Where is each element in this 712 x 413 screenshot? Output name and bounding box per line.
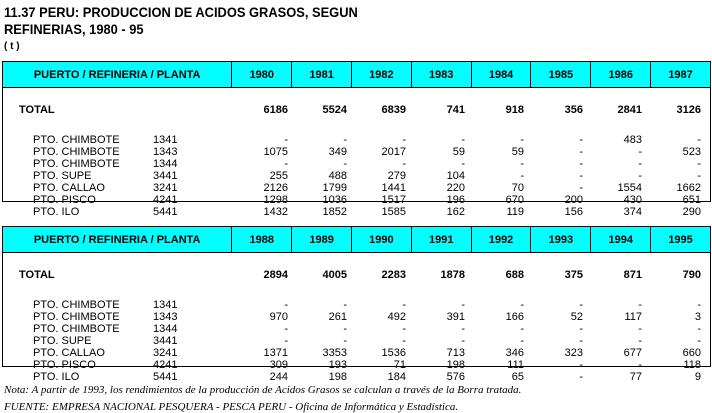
- plant-code: 5441: [153, 371, 178, 383]
- plant-code: 3241: [153, 347, 178, 359]
- cell-value: -: [402, 134, 406, 146]
- cell-value: 1554: [617, 182, 642, 194]
- plant-code: 5441: [153, 206, 178, 218]
- cell-value: -: [638, 299, 642, 311]
- table-row: [3, 158, 710, 170]
- total-value: 2841: [617, 104, 642, 116]
- cell-value: 309: [269, 359, 288, 371]
- cell-value: -: [461, 134, 465, 146]
- cell-value: 59: [452, 146, 465, 158]
- cell-value: 156: [564, 206, 583, 218]
- plant-name: PTO. ILO: [33, 371, 80, 383]
- year-header: 1986: [590, 62, 650, 87]
- cell-value: -: [343, 158, 347, 170]
- cell-value: 670: [505, 194, 524, 206]
- table-row: [3, 194, 710, 206]
- cell-value: 244: [269, 371, 288, 383]
- cell-value: 52: [570, 311, 583, 323]
- plant-name: PTO. CALLAO: [33, 182, 105, 194]
- note: Nota: A partir de 1993, los rendimientos de la producción de Acidos Grasos se calculan a través de la Borra tratada.: [4, 384, 522, 396]
- cell-value: 1536: [381, 347, 406, 359]
- plant-name: PTO. ILO: [33, 206, 80, 218]
- cell-value: 1852: [322, 206, 347, 218]
- section-1980-1987: [2, 61, 711, 218]
- cell-value: 1799: [322, 182, 347, 194]
- cell-value: 196: [446, 194, 465, 206]
- cell-value: 1585: [381, 206, 406, 218]
- cell-value: 677: [623, 347, 642, 359]
- cell-value: 1662: [676, 182, 701, 194]
- plant-code: 4241: [153, 194, 178, 206]
- cell-value: 576: [446, 371, 465, 383]
- table-row: [3, 311, 710, 323]
- table-row: [3, 347, 710, 359]
- header-row: [3, 226, 710, 253]
- cell-value: 111: [507, 359, 524, 371]
- cell-value: 104: [446, 170, 465, 182]
- cell-value: -: [343, 134, 347, 146]
- year-header: 1980: [231, 62, 291, 87]
- plant-name: PTO. CHIMBOTE: [33, 158, 120, 170]
- table-title: [4, 4, 358, 38]
- cell-value: 3353: [322, 347, 347, 359]
- cell-value: 323: [564, 347, 583, 359]
- total-value: 356: [564, 104, 583, 116]
- cell-value: 1036: [322, 194, 347, 206]
- total-value: 741: [446, 104, 465, 116]
- cell-value: 970: [269, 311, 288, 323]
- total-label: TOTAL: [19, 269, 55, 281]
- cell-value: -: [579, 335, 583, 347]
- spacer: [3, 117, 710, 134]
- total-value: 3126: [676, 104, 701, 116]
- cell-value: 2126: [263, 182, 288, 194]
- plant-name: PTO. CHIMBOTE: [33, 323, 120, 335]
- cell-value: 220: [446, 182, 465, 194]
- total-value: 1878: [440, 269, 465, 281]
- plant-name: PTO. PISCO: [33, 194, 96, 206]
- cell-value: -: [402, 158, 406, 170]
- total-value: 790: [682, 269, 701, 281]
- table-row: [3, 182, 710, 194]
- cell-value: 492: [387, 311, 406, 323]
- total-value: 2283: [381, 269, 406, 281]
- cell-value: -: [579, 134, 583, 146]
- cell-value: -: [697, 134, 701, 146]
- code-cell: [153, 103, 232, 117]
- cell-value: -: [638, 170, 642, 182]
- year-header: 1985: [530, 62, 590, 87]
- cell-value: 261: [328, 311, 347, 323]
- cell-value: 430: [623, 194, 642, 206]
- cell-value: -: [461, 335, 465, 347]
- title-line-1: 11.37 PERU: PRODUCCION DE ACIDOS GRASOS, SEGUN: [4, 4, 358, 20]
- table-body: [3, 88, 710, 218]
- code-cell: [153, 268, 232, 282]
- year-header: 1984: [471, 62, 531, 87]
- cell-value: -: [520, 170, 524, 182]
- cell-value: 488: [328, 170, 347, 182]
- cell-value: -: [638, 146, 642, 158]
- cell-value: -: [520, 158, 524, 170]
- total-value: 688: [505, 269, 524, 281]
- source: FUENTE: EMPRESA NACIONAL PESQUERA - PESCA PERU - Oficina de Informática y Estadística.: [4, 401, 459, 413]
- total-value: 4005: [322, 269, 347, 281]
- year-header: 1982: [351, 62, 411, 87]
- year-header: 1992: [471, 227, 531, 252]
- plant-name: PTO. CHIMBOTE: [33, 299, 120, 311]
- cell-value: 1517: [381, 194, 406, 206]
- cell-value: -: [461, 158, 465, 170]
- plant-code: 3241: [153, 182, 178, 194]
- cell-value: 713: [446, 347, 465, 359]
- column-header: PUERTO / REFINERIA / PLANTA: [33, 68, 201, 81]
- cell-value: -: [579, 323, 583, 335]
- spacer: [3, 282, 710, 299]
- cell-value: 59: [511, 146, 524, 158]
- table-row: [3, 170, 710, 182]
- cell-value: -: [343, 323, 347, 335]
- total-row: [3, 103, 710, 117]
- cell-value: -: [461, 299, 465, 311]
- cell-value: -: [697, 158, 701, 170]
- plant-code: 3441: [153, 170, 178, 182]
- cell-value: -: [520, 323, 524, 335]
- plant-code: 1344: [153, 323, 178, 335]
- year-header: 1987: [650, 62, 710, 87]
- table-row: [3, 146, 710, 158]
- cell-value: -: [461, 323, 465, 335]
- cell-value: 290: [682, 206, 701, 218]
- table-row: [3, 335, 710, 347]
- cell-value: 523: [682, 146, 701, 158]
- cell-value: 3: [694, 311, 701, 323]
- plant-name: PTO. CHIMBOTE: [33, 311, 120, 323]
- cell-value: -: [638, 323, 642, 335]
- cell-value: 483: [623, 134, 642, 146]
- cell-value: 77: [629, 371, 642, 383]
- plant-code: 1341: [153, 299, 178, 311]
- total-value: 871: [623, 269, 642, 281]
- cell-value: 255: [269, 170, 288, 182]
- total-value: 918: [505, 104, 524, 116]
- plant-code: 1343: [153, 311, 178, 323]
- year-header: 1994: [590, 227, 650, 252]
- total-value: 2894: [263, 269, 288, 281]
- table-row: [3, 371, 710, 383]
- cell-value: -: [579, 158, 583, 170]
- cell-value: -: [520, 134, 524, 146]
- total-value: 6839: [381, 104, 406, 116]
- total-value: 5524: [322, 104, 347, 116]
- table-body: [3, 253, 710, 383]
- cell-value: 117: [624, 311, 642, 323]
- cell-value: 166: [505, 311, 524, 323]
- cell-value: -: [284, 335, 288, 347]
- plant-code: 3441: [153, 335, 178, 347]
- cell-value: -: [697, 323, 701, 335]
- cell-value: -: [579, 299, 583, 311]
- cell-value: 184: [387, 371, 406, 383]
- plant-name: PTO. CALLAO: [33, 347, 105, 359]
- cell-value: -: [284, 158, 288, 170]
- plant-name: PTO. CHIMBOTE: [33, 146, 120, 158]
- cell-value: -: [343, 335, 347, 347]
- cell-value: -: [579, 359, 583, 371]
- plant-code: 1343: [153, 146, 178, 158]
- table-row: [3, 359, 710, 371]
- plant-name: PTO. CHIMBOTE: [33, 134, 120, 146]
- cell-value: -: [638, 158, 642, 170]
- cell-value: -: [579, 146, 583, 158]
- cell-value: -: [638, 335, 642, 347]
- cell-value: -: [579, 371, 583, 383]
- plant-code: 1341: [153, 134, 178, 146]
- section-1988-1995: [2, 226, 711, 383]
- cell-value: -: [402, 299, 406, 311]
- cell-value: -: [520, 299, 524, 311]
- plant-name: PTO. SUPE: [33, 335, 92, 347]
- cell-value: 162: [446, 206, 465, 218]
- cell-value: -: [284, 299, 288, 311]
- year-header: 1988: [231, 227, 291, 252]
- cell-value: -: [284, 323, 288, 335]
- cell-value: 391: [446, 311, 465, 323]
- cell-value: -: [520, 335, 524, 347]
- cell-value: 660: [682, 347, 701, 359]
- total-row: [3, 268, 710, 282]
- column-header: PUERTO / REFINERIA / PLANTA: [33, 233, 201, 246]
- cell-value: 346: [505, 347, 524, 359]
- cell-value: 1371: [263, 347, 288, 359]
- cell-value: 118: [683, 359, 701, 371]
- total-label: TOTAL: [19, 104, 55, 116]
- total-value: 375: [564, 269, 583, 281]
- header-row: [3, 61, 710, 88]
- cell-value: 70: [511, 182, 524, 194]
- cell-value: -: [579, 182, 583, 194]
- plant-code: 1344: [153, 158, 178, 170]
- year-header: 1989: [291, 227, 351, 252]
- cell-value: 71: [393, 359, 406, 371]
- cell-value: 65: [511, 371, 524, 383]
- plant-code: 4241: [153, 359, 178, 371]
- title-line-2: REFINERIAS, 1980 - 95: [4, 21, 144, 37]
- cell-value: 9: [694, 371, 701, 383]
- cell-value: 279: [387, 170, 406, 182]
- plant-name: PTO. PISCO: [33, 359, 96, 371]
- table-row: [3, 206, 710, 218]
- cell-value: 2017: [381, 146, 406, 158]
- table-row: [3, 299, 710, 311]
- cell-value: 198: [446, 359, 465, 371]
- unit-label: ( t ): [4, 41, 20, 52]
- cell-value: 198: [328, 371, 347, 383]
- cell-value: 200: [564, 194, 583, 206]
- cell-value: 193: [328, 359, 347, 371]
- year-header: 1993: [530, 227, 590, 252]
- cell-value: -: [284, 134, 288, 146]
- cell-value: -: [402, 323, 406, 335]
- cell-value: -: [697, 335, 701, 347]
- cell-value: 1075: [263, 146, 288, 158]
- year-header: 1995: [650, 227, 710, 252]
- cell-value: 1298: [263, 194, 288, 206]
- cell-value: 651: [682, 194, 701, 206]
- cell-value: -: [579, 170, 583, 182]
- cell-value: -: [402, 335, 406, 347]
- cell-value: -: [638, 359, 642, 371]
- cell-value: 349: [328, 146, 347, 158]
- cell-value: -: [343, 299, 347, 311]
- year-header: 1981: [291, 62, 351, 87]
- table-row: [3, 323, 710, 335]
- total-value: 6186: [263, 104, 288, 116]
- year-header: 1983: [411, 62, 471, 87]
- table-row: [3, 134, 710, 146]
- cell-value: 374: [623, 206, 642, 218]
- cell-value: 1432: [263, 206, 288, 218]
- year-header: 1990: [351, 227, 411, 252]
- cell-value: -: [697, 299, 701, 311]
- cell-value: -: [697, 170, 701, 182]
- plant-name: PTO. SUPE: [33, 170, 92, 182]
- cell-value: 119: [506, 206, 524, 218]
- year-header: 1991: [411, 227, 471, 252]
- cell-value: 1441: [381, 182, 406, 194]
